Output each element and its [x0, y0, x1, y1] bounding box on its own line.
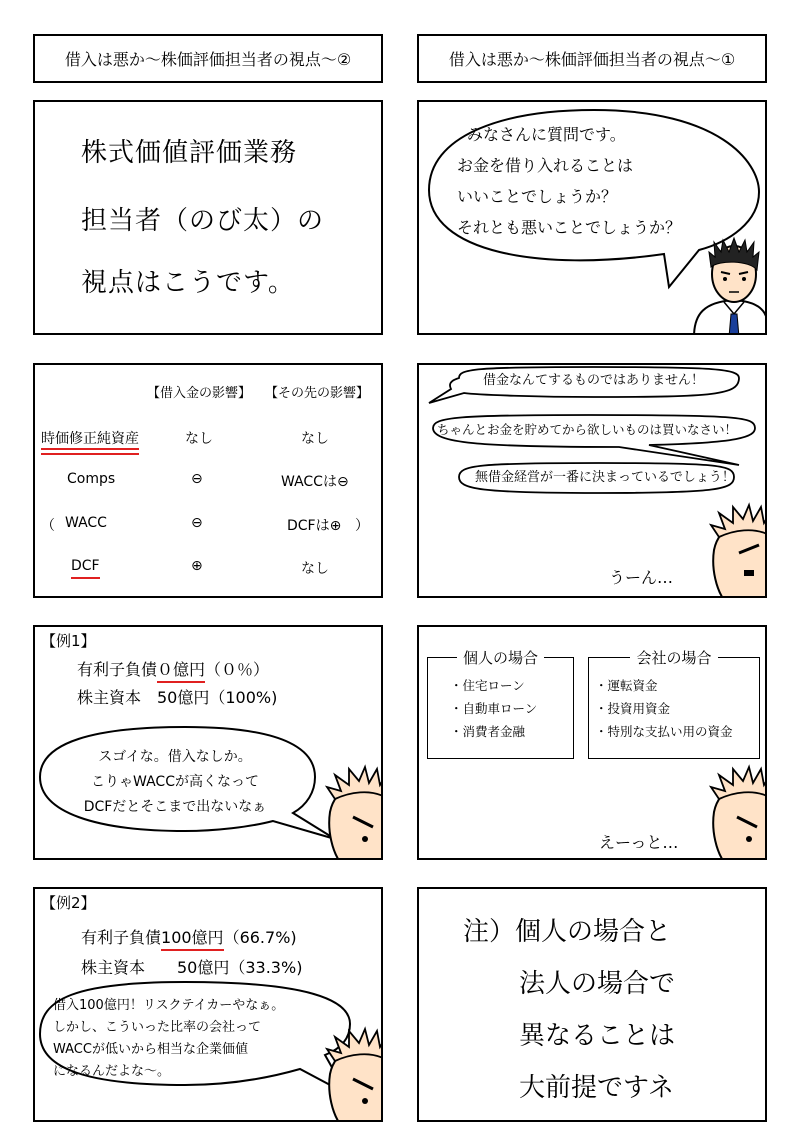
panel-note — [417, 887, 767, 1122]
businessman-icon — [694, 238, 767, 335]
panel-question — [417, 100, 767, 335]
example1-debt-value: ０億円 — [157, 660, 206, 679]
panel-example-2 — [33, 887, 383, 1122]
example2-debt-value: 100億円 — [161, 928, 224, 947]
question-line-4: それとも悪いことでしょうか？ — [457, 218, 682, 237]
example2-bubble-3: WACCが低いから相当な企業価値 — [53, 1042, 248, 1057]
example2-bubble-4: になるんだよな～。 — [53, 1064, 171, 1079]
note-line-3: 異なることは — [519, 1021, 676, 1051]
question-line-1: みなさんに質問です。 — [467, 125, 626, 144]
panel-example-1 — [33, 625, 383, 860]
company-box — [588, 649, 760, 759]
example1-equity: 株主資本 50億円（100%) — [77, 688, 278, 707]
personal-title: 個人の場合 — [457, 649, 544, 667]
effect-wacc: ⊖ — [191, 515, 203, 531]
effect-comps: ⊖ — [191, 471, 203, 487]
paren-open: （ — [41, 518, 55, 534]
example1-bubble-1: スゴイな。借入なしか。 — [98, 749, 252, 765]
example1-debt-ratio: （０％） — [205, 660, 270, 679]
intro-line-3: 視点はこうです。 — [81, 268, 295, 298]
personal-box — [427, 649, 574, 759]
murmur-um: えーっと… — [599, 833, 679, 852]
scold-bubble-1: 借金なんてするものではありません！ — [483, 373, 705, 388]
murmur-hmm: うーん… — [609, 568, 674, 587]
scold-bubble-3: 無借金経営が一番に決まっているでしょう！ — [475, 470, 735, 485]
example2-debt-ratio: （66.7%) — [223, 928, 297, 947]
example2-bubble-1: 借入100億円！リスクテイカーやなぁ。 — [53, 998, 285, 1013]
header-next-impact: 【その先の影響】 — [265, 386, 370, 401]
company-item-1: ・運転資金 — [595, 678, 658, 693]
title-right: 借入は悪か～株価評価担当者の視点～① — [448, 50, 736, 69]
example1-bubble-3: DCFだとそこまで出ないなぁ — [83, 799, 267, 815]
example1-debt-prefix: 有利子負債 — [77, 660, 158, 679]
panel-intro — [33, 100, 383, 335]
question-line-3: いいことでしょうか？ — [457, 187, 618, 206]
personal-item-2: ・自動車ローン — [450, 701, 538, 716]
personal-item-1: ・住宅ローン — [450, 678, 525, 693]
panel-scoldings — [417, 363, 767, 598]
next-comps: WACCは⊖ — [281, 474, 349, 490]
next-dcf: なし — [301, 561, 329, 577]
label-dcf: DCF — [71, 558, 100, 574]
scold-bubble-2: ちゃんとお金を貯めてから欲しいものは買いなさい！ — [437, 422, 738, 437]
example2-equity: 株主資本 50億円（33.3%) — [81, 958, 303, 977]
nobita-face-icon — [711, 767, 767, 860]
panel-personal-vs-company — [417, 625, 767, 860]
title-box-right — [417, 34, 767, 83]
example2-debt-prefix: 有利子負債 — [81, 928, 162, 947]
intro-line-1: 株式価値評価業務 — [81, 138, 298, 168]
effect-adjusted-net-assets: なし — [185, 431, 213, 447]
next-adjusted-net-assets: なし — [301, 431, 329, 447]
title-left: 借入は悪か～株価評価担当者の視点～② — [64, 50, 352, 69]
label-wacc: WACC — [65, 515, 107, 531]
company-item-2: ・投資用資金 — [595, 701, 671, 716]
next-wacc: DCFは⊕ — [287, 518, 342, 534]
company-title: 会社の場合 — [630, 649, 717, 667]
question-line-2: お金を借り入れることは — [457, 156, 634, 175]
panel-impact-table — [33, 363, 383, 598]
note-line-4: 大前提ですネ — [519, 1073, 674, 1103]
header-borrowing-impact: 【借入金の影響】 — [147, 386, 252, 401]
example2-bubble-2: しかし、こういった比率の会社って — [53, 1020, 262, 1035]
example1-label: 【例1】 — [41, 632, 96, 650]
example1-bubble-2: こりゃWACCが高くなって — [91, 774, 259, 790]
label-adjusted-net-assets: 時価修正純資産 — [41, 431, 139, 450]
nobita-face-icon — [327, 767, 383, 860]
paren-close: ） — [355, 518, 369, 534]
title-box-left — [33, 34, 383, 83]
effect-dcf: ⊕ — [191, 558, 203, 574]
personal-item-3: ・消費者金融 — [450, 724, 526, 739]
example2-label: 【例2】 — [41, 894, 96, 912]
label-comps: Comps — [67, 471, 116, 487]
nobita-face-icon — [711, 505, 767, 598]
company-item-3: ・特別な支払い用の資金 — [595, 724, 733, 739]
note-line-2: 法人の場合で — [519, 969, 676, 999]
intro-line-2: 担当者（のび太）の — [81, 206, 325, 236]
note-line-1: 注）個人の場合と — [463, 917, 672, 947]
